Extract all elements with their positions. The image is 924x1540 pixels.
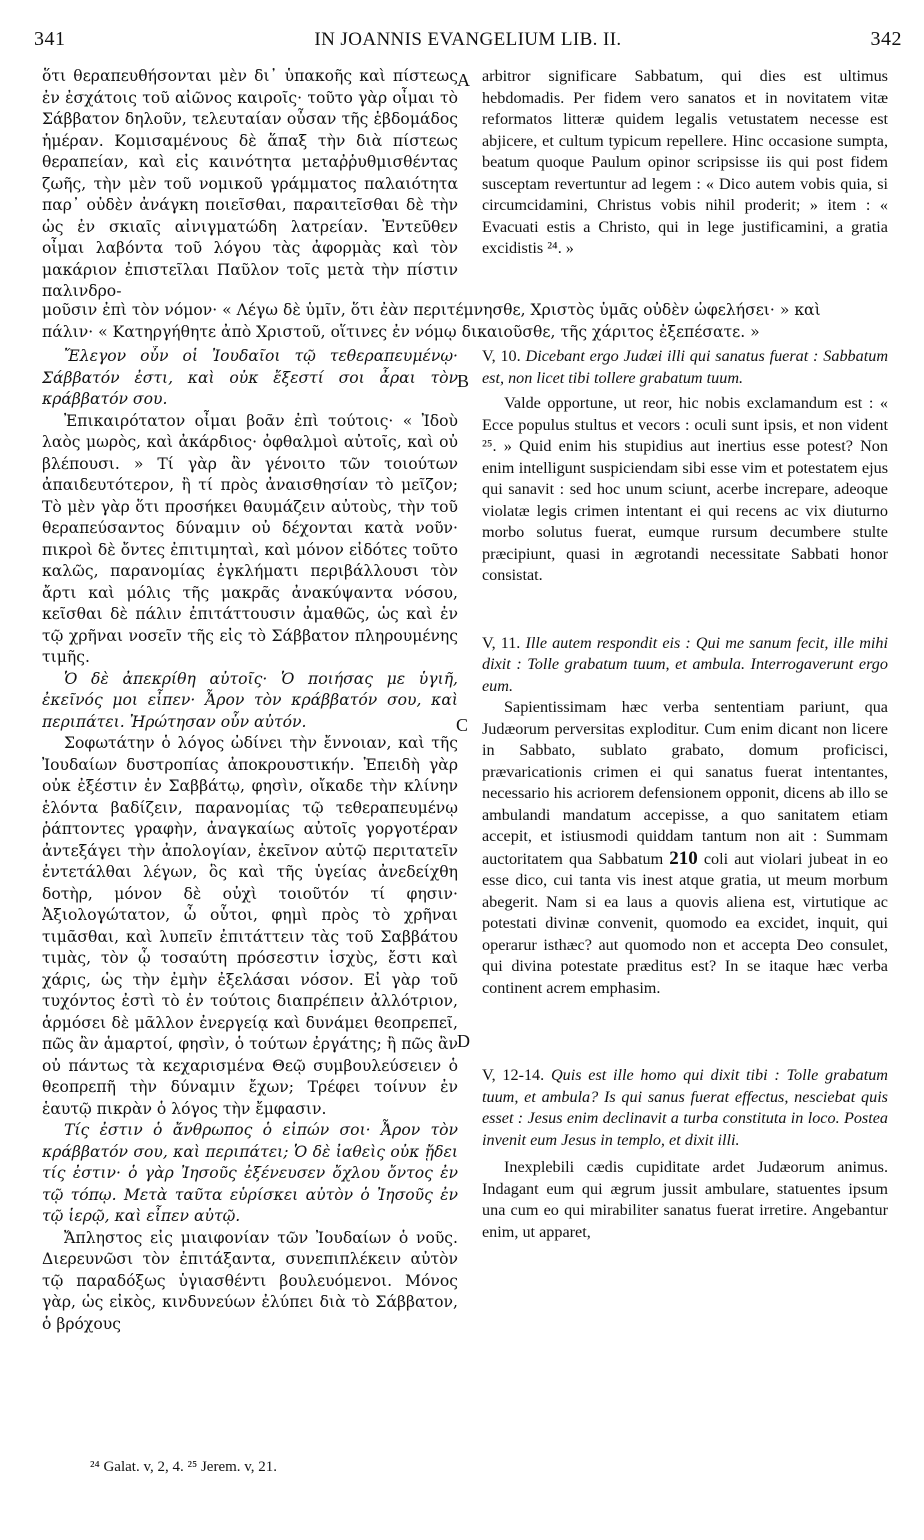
latin-paragraph-3b: coli aut violari jubeat in eo esse dico, cui tanta vis inest atque gratia, ut meum morbum abegerit. Nam si ea laus a quovis aliena est, virtutique ac potestati divinæ convenit, quomodo ea excidet, inquit, qui operarur isthæc? aut quomodo non et accepta Deo consulet, qui divina potestate præditus est? In se itaque hæc verba continent acrem emphasim. <box>482 849 888 997</box>
latin-paragraph-3a: Sapientissimam hæc verba sententiam pariunt, qua Judæorum perversitas exploditur. Cum enim dicant non licere in Sabbato, sublato grabato, domum proficisci, prævaricationis crimen ei qui sanatus fuerat intentantes, necessario his acriorem defensionem opponit, dicens ab illo se ambulandi mandatum accepisse, a quo sanitatem etiam accepit, et istiusmodi quiddam tantum non ait : Summam auctoritatem qua Sabbatum <box>482 698 888 868</box>
footnotes: ²⁴ Galat. v, 2, 4. ²⁵ Jerem. v, 21. <box>90 1459 278 1475</box>
greek-column-main <box>42 346 458 1446</box>
latin-lemma-1-ref: V, 10. <box>482 347 521 365</box>
section-marker-c: C <box>456 715 469 735</box>
section-marker-b: B <box>457 371 470 391</box>
section-marker-a: A <box>457 70 470 90</box>
greek-lemma-2: Ὁ δὲ ἀπεκρίθη αὐτοῖς· Ὁ ποιήσας με ὑγιῆ, ἐκεῖνός μοι εἶπεν· Ἆρον τὸν κράββατόν σου, καὶ περιπάτει. Ἠρώτησαν οὖν αὐτόν. <box>42 669 458 731</box>
latin-lemma-2-block <box>482 633 888 698</box>
greek-lemma-3: Τίς ἐστιν ὁ ἄνθρωπος ὁ εἰπών σοι· Ἆρον τὸν κράββατόν σου, καὶ περιπάτει; Ὁ δὲ ἰαθεὶς οὐκ ᾔδει τίς ἐστιν· ὁ γὰρ Ἰησοῦς ἐξένευσεν ὄχλου ὄντος ἐν τῷ τόπῳ. Μετὰ ταῦτα εὑρίσκει αὐτὸν ὁ Ἰησοῦς ἐν τῷ ἱερῷ, καὶ εἶπεν αὐτῷ. <box>42 1121 458 1225</box>
greek-paragraph-1: ὅτι θεραπευθήσονται μὲν δι᾽ ὑπακοῆς καὶ πίστεως ἐν ἐσχάτοις τοῦ αἰῶνος καιροῖς· τοῦτο γὰρ οἶμαι τὸ Σάββατον δηλοῦν, τελευταίαν οὖσαν τῆς ἑβδομάδος ἡμέραν. Κομισαμένους δὲ ἅπαξ τὴν διὰ πίστεως θεραπείαν, καὶ εἰς καινότητα μεταῤῥυθμισθέντας ζωῆς, τὴν μὲν τοῦ νομικοῦ γράμματος παλαιότητα παρ᾽ οὐδὲν ἀνάγκη ποιεῖσθαι, παραιτεῖσθαι δὲ τὴν ὡς ἐν σκιαῖς αἰνιγματώδη λατρείαν. Ἐντεῦθεν οἶμαι λαβόντα τοῦ λόγου τὰς ἀφορμὰς καὶ τὸν μακάριον ἐπιστεῖλαι Παῦλον τοῖς μετὰ τὴν πίστιν παλινδρο- <box>42 67 458 300</box>
latin-paragraph-4: Inexplebili cædis cupiditate ardet Judæorum animus. Indagant eum qui ægrum jussit ambulare, statuentes ipsum una cum eo qui mirabiliter sanatus fuerat irretire. Angebantur enim, ut apparet, <box>482 1158 888 1241</box>
left-page-number: 341 <box>34 28 66 50</box>
latin-paragraph-1: arbitror significare Sabbatum, qui dies est ultimus hebdomadis. Per fidem vero sanatos et in novitatem vitæ reformatos litteræ quidem legalis vetustatem necesse est abjicere, et cultum typicum repellere. Hinc occasione sumpta, beatum quoque Paulum opinor scripsisse iis qui post fidem susceptam revertuntur ad legem : « Dico autem vobis quia, si circumcidamini, Christus vobis nihil proderit; » item : « Evacuati estis a Christo, qui in lege justificamini, a gratia excidistis ²⁴. » <box>482 67 888 257</box>
latin-lemma-3-block <box>482 1065 888 1151</box>
section-marker-d: D <box>457 1031 470 1051</box>
running-title: IN JOANNIS EVANGELIUM LIB. II. <box>314 29 622 50</box>
latin-lemma-3-ref: V, 12-14. <box>482 1066 545 1084</box>
spacer <box>482 999 888 1065</box>
latin-column-main <box>482 346 888 1446</box>
latin-lemma-3: Quis est ille homo qui dixit tibi : Tolle grabatum tuum, et ambula? Is qui sanus fuerat effectus, nesciebat quis esset : Jesus enim declinavit a turba constituta in loco. Postea invenit eum Jesus in templo, et dixit illi. <box>482 1066 888 1149</box>
latin-lemma-2: Ille autem respondit eis : Qui me sanum fecit, ille mihi dixit : Tolle grabatum tuum, et ambula. Interrogaverunt ergo eum. <box>482 633 888 695</box>
greek-paragraph-4: Ἄπληστος εἰς μιαιφονίαν τῶν Ἰουδαίων ὁ νοῦς. Διερευνῶσι τὸν ἐπιτάξαντα, συνεπιπλέκειν αὐτὸν τῷ παραδόξως ὑγιασθέντι βουλευόμενοι. Μόνος γὰρ, ὡς εἰκὸς, κινδυνεύων ἐλύπει διὰ τὸ Σάββατον, ὁ βρόχους <box>42 1228 458 1333</box>
latin-paragraph-2: Valde opportune, ut reor, hic nobis exclamandum est : « Ecce populus stultus et vecors : oculi sunt ipsis, et non vident ²⁵. » Quid enim his stupidius aut inertius esse potest? Non enim intelligunt suspiciendam sibi esse vim et potestatem ejus qui sanavit : sed hoc unum sciunt, acerbe increpare, adeoque violatæ legis crimen intentant ei qui recens ac vix diuturno morbo solutus fuerat, eumque rursum decumbere stulte præcipiunt, quasi in ægrotandi necessitate Sabbati honor consistat. <box>482 394 888 584</box>
latin-lemma-2-ref: V, 11. <box>482 633 521 652</box>
greek-column-top <box>42 66 458 302</box>
latin-column-top <box>482 66 888 302</box>
spacer <box>482 587 888 633</box>
column-number: 210 <box>669 847 698 869</box>
greek-paragraph-2: Ἐπικαιρότατον οἶμαι βοᾶν ἐπὶ τούτοις· « Ἰδοὺ λαὸς μωρὸς, καὶ ἀκάρδιος· ὀφθαλμοὶ αὐτοῖς, καὶ οὐ βλέπουσι. » Τί γὰρ ἂν γένοιτο τῶν τοιούτων ἀπαιδευτότερον, ἢ τί πρὸς ἀναισθησίαν τὸ μεῖζον; Τὸ μὲν γὰρ ὅτι προσήκει θαυμάζειν αὐτοὺς, τὴν τοῦ θεραπεύσαντος δύναμιν οὐ δέχονται κατὰ νοῦν· πικροὶ δὲ ὄντες ἐπιτιμηταὶ, καὶ μόνον εἰδότες τοῦτο καλῶς, παρανομίας ἐγκλήματι περιβάλλουσι τὸν ἄρτι καὶ μόλις τῆς μακρᾶς ἀνακύψαντα νόσου, κεῖσθαι δὲ πάλιν ἐπιτάττουσιν ἀμαθῶς, ὡς καὶ ἐν τῷ χρῆναι νοσεῖν τῆς εἰς τὸ Σάββατον πληρουμένης τιμῆς. <box>42 411 458 666</box>
latin-lemma-1: Dicebant ergo Judæi illi qui sanatus fuerat : Sabbatum est, non licet tibi tollere grabatum tuum. <box>482 347 888 387</box>
right-page-number: 342 <box>870 28 902 50</box>
greek-spanning-line-1: μοῦσιν ἐπὶ τὸν νόμον· « Λέγω δὲ ὑμῖν, ὅτι ἐὰν περιτέμνησθε, Χριστὸς ὑμᾶς οὐδὲν ὠφελήσει· » καὶ <box>42 301 821 319</box>
greek-lemma-1: Ἔλεγον οὖν οἱ Ἰουδαῖοι τῷ τεθεραπευμένῳ· Σάββατόν ἐστι, καὶ οὐκ ἔξεστί σοι ἆραι τὸν κράββατόν σου. <box>42 347 458 408</box>
latin-lemma-1-block <box>482 346 888 389</box>
latin-paragraph-3 <box>482 697 888 999</box>
greek-paragraph-3: Σοφωτάτην ὁ λόγος ὠδίνει τὴν ἔννοιαν, καὶ τῆς Ἰουδαίων δυστροπίας ἀποκρουστικήν. Ἐπειδὴ γὰρ οὐκ ἐξέστιν ἐν Σαββάτῳ, φησὶν, οἴκαδε τὴν κλίνην ἑλόντα βαδίζειν, παρανομίας τῷ τεθεραπευμένῳ ῥάπτοντες γραφὴν, ἀναγκαίως αὐτοῖς γοργοτέραν ἀντεξάγει τὴν ἀπολογίαν, ἐκεῖνον αὐτῷ περιτατεῖν ἐντετάλθαι λέγων, ὃς καὶ τῆς ὑγείας ἀνεδείχθη δοτὴρ, μόνον δὲ οὐχὶ τοιοῦτόν τί φησιν· Ἀξιολογώτατον, ὦ οὗτοι, φημὶ πρὸς τὸ χρῆναι τιμᾶσθαι, καὶ λυπεῖν ἐπιτάττειν τὰς τοῦ Σαββάτου τιμὰς, τὸν ᾧ τοσαύτη πρόσεστιν ἰσχὺς, ἔστι καὶ χάρις, ὡς τὴν ἐμὴν ἐξελάσαι νόσον. Εἰ γὰρ τοῦ τυχόντος ἐστὶ τὸ ἐν τούτοις διαπρέπειν ἀλλότριον, ἁρμόσει δὲ μᾶλλον ἐνεργείᾳ καὶ δυνάμει θεοπρεπεῖ, πῶς ἂν ἁμαρτοί, φησὶν, ὁ τούτων ἐργάτης; ἢ πῶς ἂν οὐ πάντως τὰ κεχαρισμένα Θεῷ συμβουλεύσειεν ὁ θεοπρεπῆ τὴν δύναμιν ἔχων; Τρέφει τοίνυν ἐν ἑαυτῷ πικρὰν ὁ λόγος τὴν ἔμφασιν. <box>42 734 458 1118</box>
running-header <box>34 28 902 58</box>
greek-spanning-line-2: πάλιν· « Κατηργήθητε ἀπὸ Χριστοῦ, οἵτινες ἐν νόμῳ δικαιοῦσθε, τῆς χάριτος ἐξεπέσατε. » <box>42 323 760 341</box>
